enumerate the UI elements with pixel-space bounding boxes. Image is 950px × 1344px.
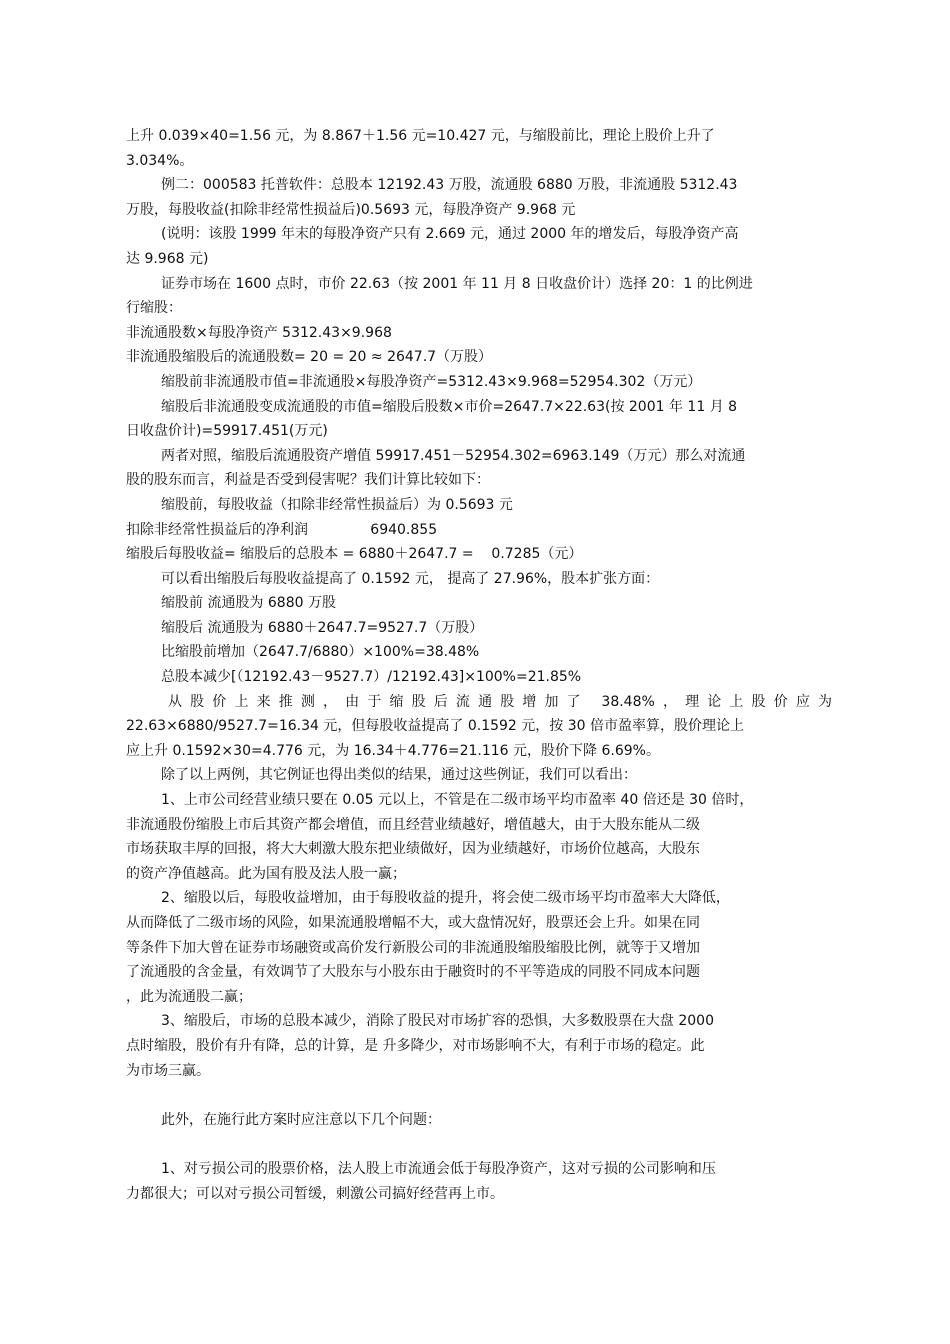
text-line: 应上升 0.1592×30=4.776 元，为 16.34＋4.776=21.116 元，股价下降 6.69%。 (126, 742, 660, 759)
text-line: 了流通股的含金量，有效调节了大股东与小股东由于融资时的不平等造成的同股不同成本问题 (126, 964, 700, 981)
formula-line: 非流通股缩股后的流通股数= 20 = 20 ≈ 2647.7（万股） (126, 349, 493, 366)
formula-line: 缩股后每股收益= 缩股后的总股本 = 6880＋2647.7 = 0.7285（元） (126, 546, 583, 563)
text-line: 缩股前 流通股为 6880 万股 (161, 595, 336, 612)
text-line: 日收盘价计)=59917.451(万元) (126, 423, 328, 440)
text-line: 缩股后 流通股为 6880＋2647.7=9527.7（万股） (161, 619, 484, 636)
document-page (126, 124, 832, 1206)
text-line: 可以看出缩股后每股收益提高了 0.1592 元， 提高了 27.96%，股本扩张方面： (161, 570, 660, 587)
text-line: 从股价上来推测，由于缩股后流通股增加了 38.48%，理论上股价应为 (168, 693, 832, 710)
text-line: 非流通股份缩股上市后其资产都会增值，而且经营业绩越好，增值越大，由于大股东能从二级 (126, 816, 700, 833)
formula-line: 扣除非经常性损益后的净利润 6940.855 (126, 521, 438, 538)
text-line: 2、缩股以后，每股收益增加，由于每股收益的提升，将会使二级市场平均市盈率大大降低， (161, 890, 730, 907)
text-line: 1、对亏损公司的股票价格，法人股上市流通会低于每股净资产，这对亏损的公司影响和压 (161, 1160, 716, 1177)
text-line: 例二：000583 托普软件：总股本 12192.43 万股，流通股 6880 万股，非流通股 5312.43 (161, 177, 738, 194)
text-line: 3.034%。 (126, 152, 194, 169)
text-line: 为市场三赢。 (126, 1062, 210, 1079)
text-line: 万股，每股收益(扣除非经常性损益后)0.5693 元，每股净资产 9.968 元 (126, 201, 576, 218)
text-line: 达 9.968 元) (126, 250, 209, 267)
text-line: 的资产净值越高。此为国有股及法人股一赢； (126, 865, 406, 882)
text-line: 缩股前非流通股市值=非流通股×每股净资产=5312.43×9.968=52954.302（万元） (161, 373, 702, 390)
text-line: 缩股后非流通股变成流通股的市值=缩股后股数×市价=2647.7×22.63(按 2001 年 11 月 8 (161, 398, 738, 415)
text-line: 等条件下加大曾在证券市场融资或高价发行新股公司的非流通股缩股缩股比例，就等于又增加 (126, 939, 700, 956)
text-line: ，此为流通股二赢； (126, 988, 252, 1005)
text-line: 股的股东而言，利益是否受到侵害呢？我们计算比较如下： (126, 472, 490, 489)
text-line: 3、缩股后，市场的总股本减少，消除了股民对市场扩容的恐惧，大多数股票在大盘 2000 (161, 1013, 714, 1030)
text-line: 上升 0.039×40=1.56 元，为 8.867＋1.56 元=10.427 元，与缩股前比，理论上股价上升了 (126, 128, 715, 144)
blank-line (126, 1132, 832, 1157)
text-line: 行缩股： (126, 300, 182, 317)
formula-line: 非流通股数×每股净资产 5312.43×9.968 (126, 324, 392, 341)
blank-line (126, 1083, 832, 1108)
text-line: 比缩股前增加（2647.7/6880）×100%=38.48% (161, 644, 480, 661)
text-line: 证券市场在 1600 点时，市价 22.63（按 2001 年 11 月 8 日收盘价计）选择 20：1 的比例进 (161, 275, 753, 292)
text-line: 此外，在施行此方案时应注意以下几个问题： (161, 1111, 441, 1128)
text-line: 总股本减少[（12192.43－9527.7）/12192.43]×100%=21.85% (161, 669, 582, 686)
text-line: (说明：该股 1999 年末的每股净资产只有 2.669 元，通过 2000 年的增发后，每股净资产高 (161, 226, 739, 243)
text-line: 力都很大；可以对亏损公司暂缓，刺激公司搞好经营再上市。 (126, 1185, 504, 1202)
text-line: 市场获取丰厚的回报，将大大刺激大股东把业绩做好，因为业绩越好，市场价位越高，大股东 (126, 841, 700, 858)
text-line: 点时缩股，股价有升有降，总的计算，是 升多降少，对市场影响不大，有利于市场的稳定。此 (126, 1037, 705, 1054)
text-line: 从而降低了二级市场的风险，如果流通股增幅不大，或大盘情况好，股票还会上升。如果在同 (126, 915, 700, 931)
text-line: 22.63×6880/9527.7=16.34 元，但每股收益提高了 0.1592 元，按 30 倍市盈率算，股价理论上 (126, 718, 745, 735)
text-line: 除了以上两例，其它例证也得出类似的结果，通过这些例证，我们可以看出： (161, 767, 637, 784)
text-line: 缩股前，每股收益（扣除非经常性损益后）为 0.5693 元 (161, 496, 513, 513)
text-line: 1、上市公司经营业绩只要在 0.05 元以上，不管是在二级市场平均市盈率 40 倍还是 30 倍时， (161, 792, 754, 809)
text-line: 两者对照，缩股后流通股资产增值 59917.451－52954.302=6963.149（万元）那么对流通 (161, 447, 746, 464)
